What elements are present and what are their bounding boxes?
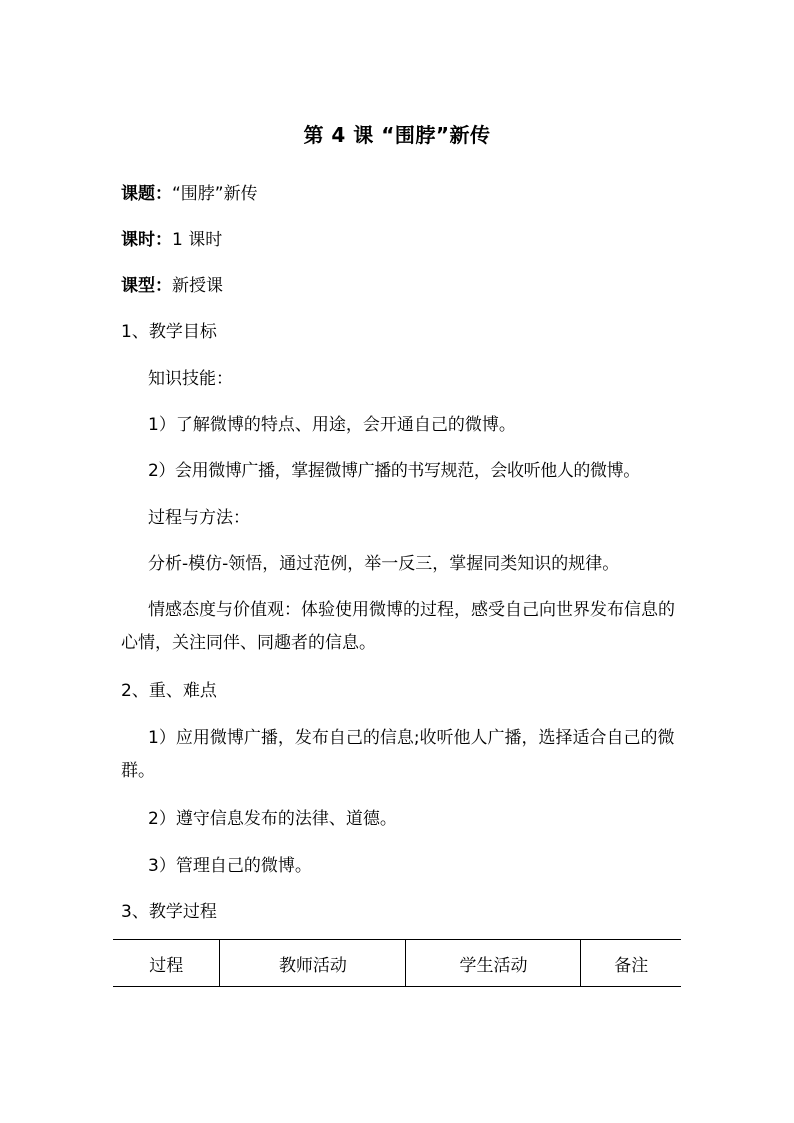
difficulty-item-3: 3）管理自己的微博。 (148, 856, 312, 876)
difficulty-item-1: 1）应用微博广播，发布自己的信息;收听他人广播，选择适合自己的微群。 (121, 728, 675, 781)
table-header-teacher: 教师活动 (220, 940, 406, 987)
knowledge-label: 知识技能： (148, 369, 233, 389)
table-header-row (113, 940, 681, 987)
knowledge-item-2: 2）会用微博广播，掌握微博广播的书写规范，会收听他人的微博。 (148, 461, 640, 481)
section1-heading: 1、教学目标 (121, 322, 217, 342)
hours-value: 1 课时 (172, 230, 223, 250)
knowledge-item-1: 1）了解微博的特点、用途，会开通自己的微博。 (148, 415, 516, 435)
page-title: 第 4 课 “围脖”新传 (303, 123, 491, 147)
section3-heading: 3、教学过程 (121, 902, 217, 922)
table-header-student: 学生活动 (406, 940, 581, 987)
type-line (121, 273, 223, 299)
table-header-process: 过程 (113, 940, 220, 987)
process-table (113, 939, 681, 987)
table-header-notes: 备注 (581, 940, 681, 987)
emotion-text: 情感态度与价值观：体验使用微博的过程，感受自己向世界发布信息的心情，关注同伴、同趣者的信息。 (121, 600, 675, 653)
hours-label: 课时： (121, 230, 172, 250)
section2-heading: 2、重、难点 (121, 681, 217, 701)
topic-value: “围脖”新传 (172, 184, 258, 204)
process-label: 过程与方法： (148, 508, 250, 528)
type-value: 新授课 (172, 276, 223, 296)
type-label: 课型： (121, 276, 172, 296)
topic-label: 课题： (121, 184, 172, 204)
topic-line (121, 181, 258, 207)
process-text: 分析-模仿-领悟，通过范例，举一反三，掌握同类知识的规律。 (148, 554, 620, 574)
difficulty-item-2: 2）遵守信息发布的法律、道德。 (148, 809, 397, 829)
hours-line (121, 227, 222, 253)
